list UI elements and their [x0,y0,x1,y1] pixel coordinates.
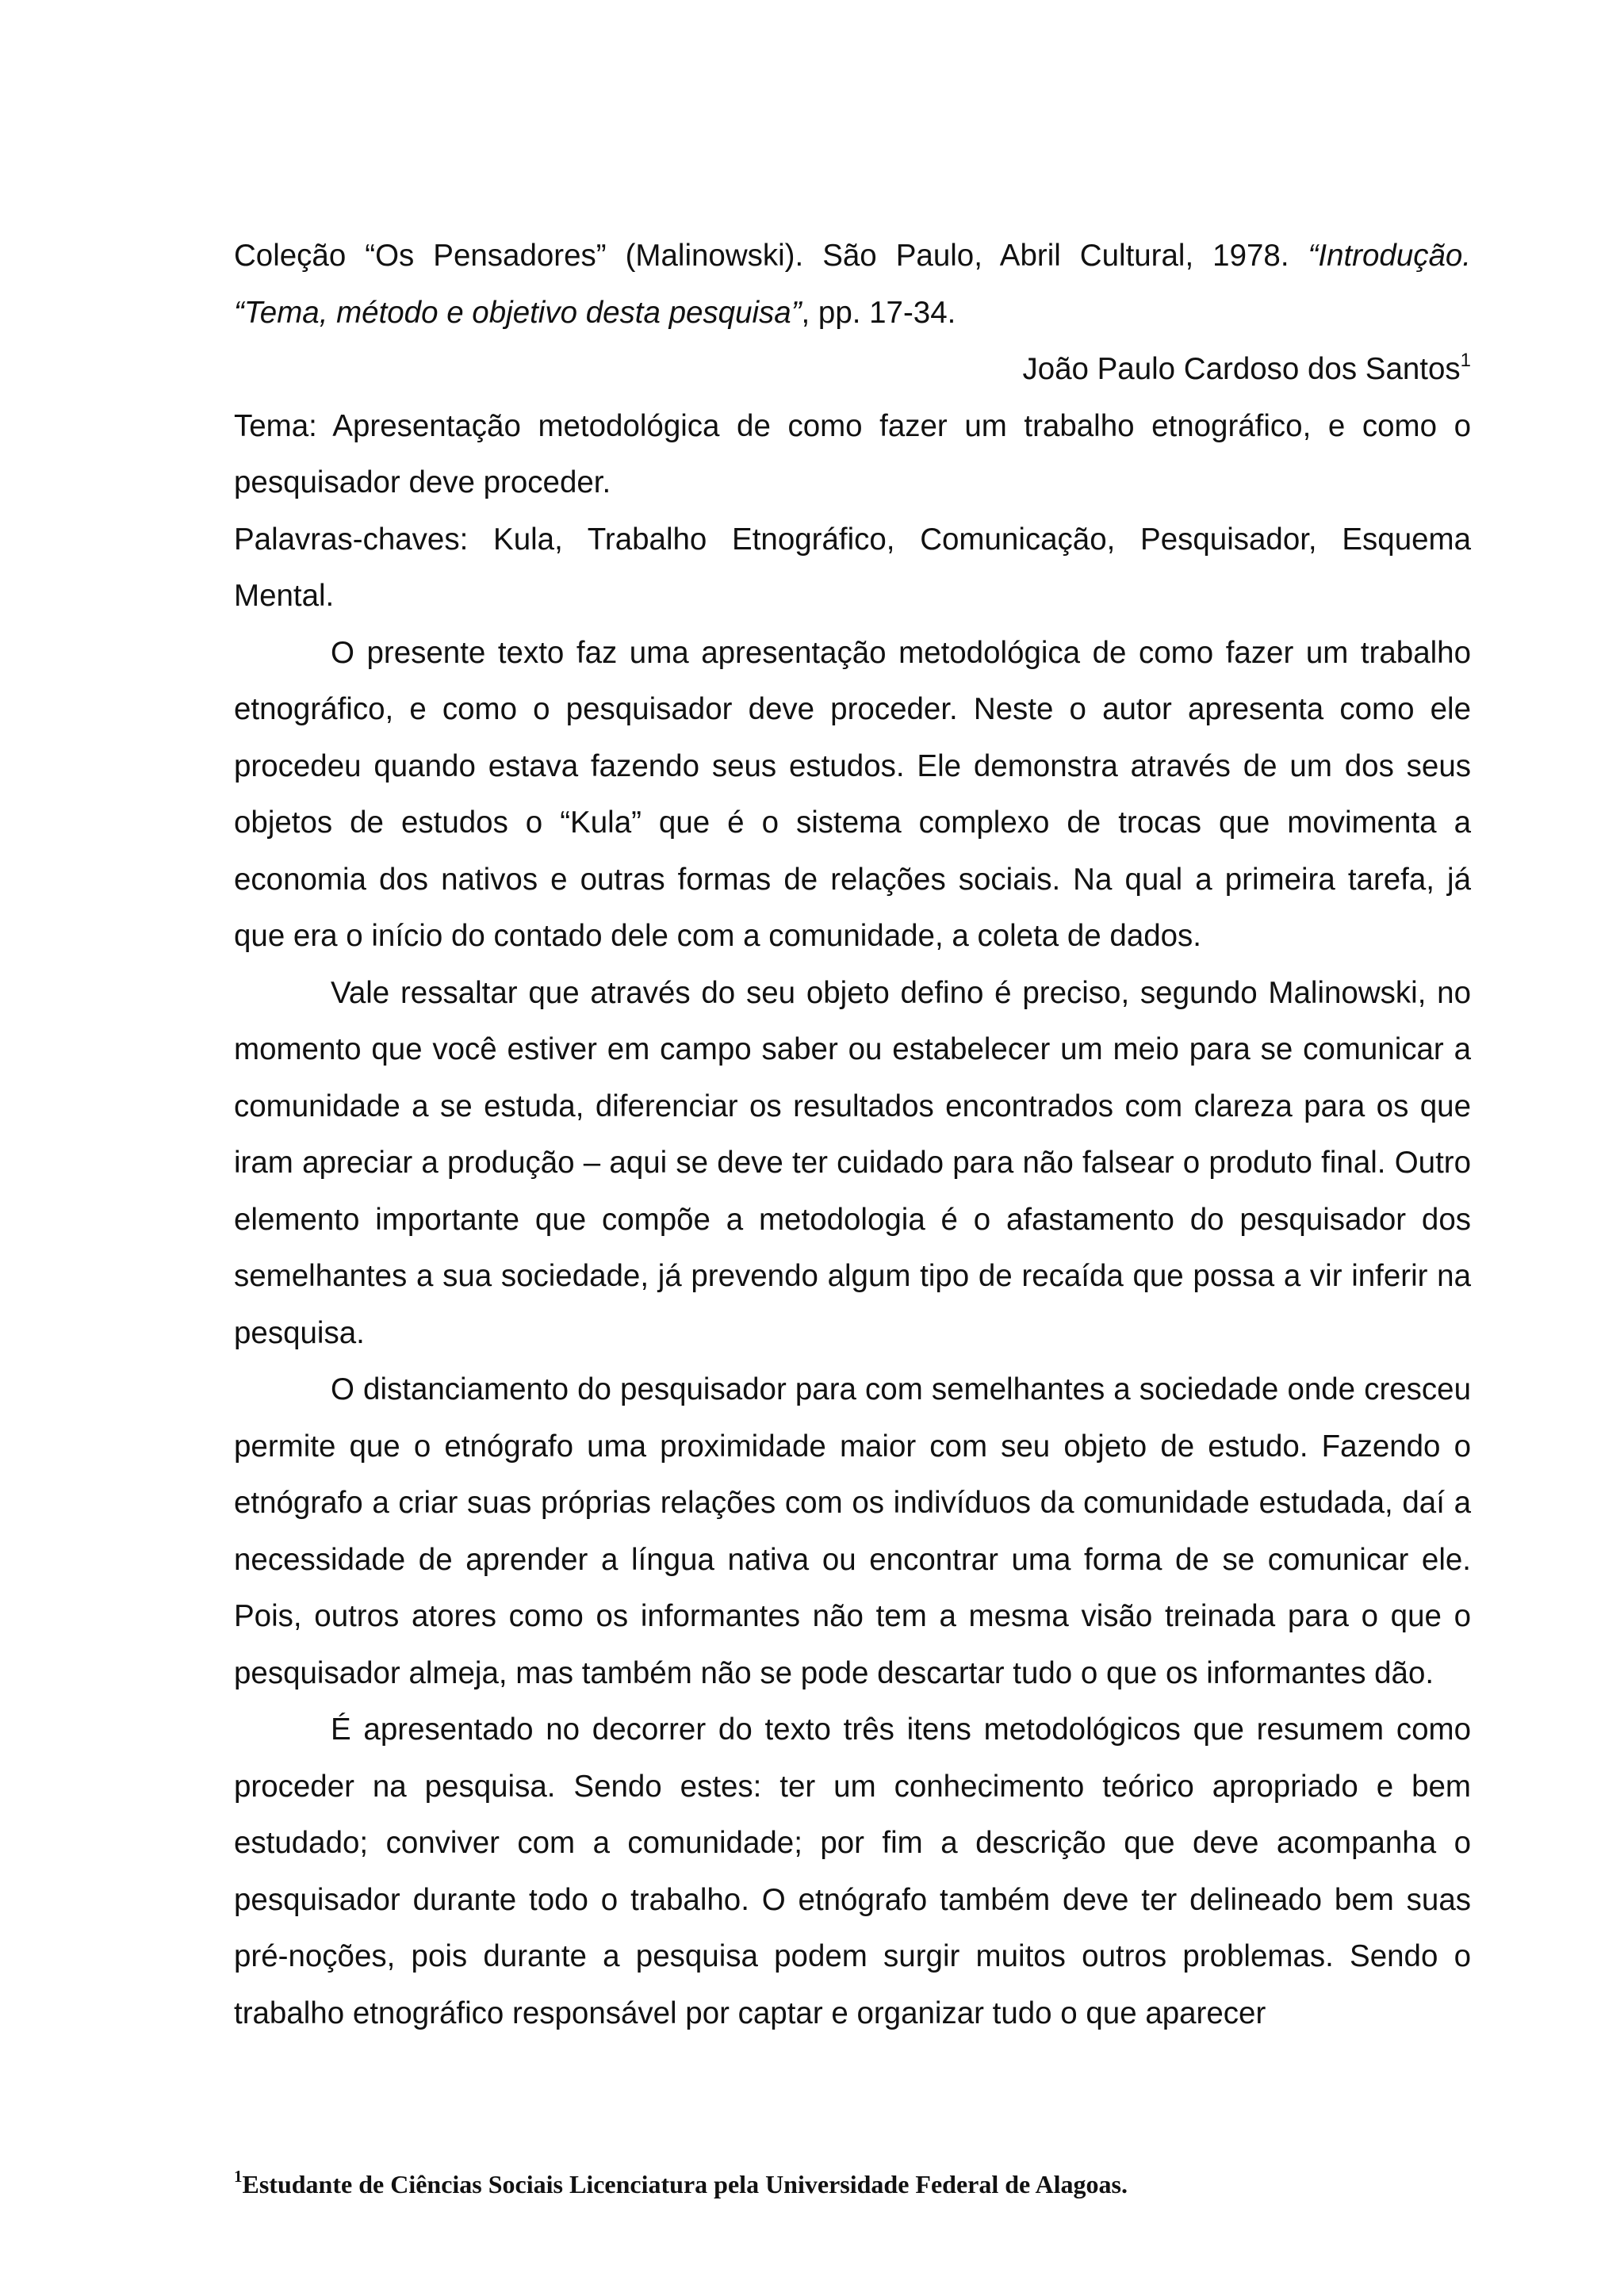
paragraph-3: O distanciamento do pesquisador para com semelhantes a sociedade onde cresceu permite que o etnógrafo uma proximidade maior com seu objeto de estudo. Fazendo o etnógrafo a criar suas próprias relações com os indivíduos da comunidade estudada, daí a necessidade de aprender a língua nativa ou encontrar uma forma de se comunicar ele. Pois, outros atores como os informantes não tem a mesma visão treinada para o que o pesquisador almeja, mas também não se pode descartar tudo o que os informantes dão. [234,1372,1471,1690]
reference-citation [234,228,1471,341]
footnote [234,2168,1471,2200]
author-line [234,341,1471,398]
document-body [234,228,1471,2042]
paragraph-4: É apresentado no decorrer do texto três itens metodológicos que resumem como proceder na pesquisa. Sendo estes: ter um conhecimento teórico apropriado e bem estudado; conviver com a comunidade; por fim a descrição que deve acompanha o pesquisador durante todo o trabalho. O etnógrafo também deve ter delineado bem suas pré-noções, pois durante a pesquisa podem surgir muitos outros problemas. Sendo o trabalho etnográfico responsável por captar e organizar tudo o que aparecer [234,1712,1471,2030]
author-footnote-mark: 1 [1460,350,1471,371]
reference-italic-title: “Introdução. “Tema, método e objetivo desta pesquisa” [234,239,1471,330]
paragraph-2: Vale ressaltar que através do seu objeto defino é preciso, segundo Malinowski, no momento que você estiver em campo saber ou estabelecer um meio para se comunicar a comunidade a se estuda, diferenciar os resultados encontrados com clareza para os que iram apreciar a produção – aqui se deve ter cuidado para não falsear o produto final. Outro elemento importante que compõe a metodologia é o afastamento do pesquisador dos semelhantes a sua sociedade, já prevendo algum tipo de recaída que possa a vir inferir na pesquisa. [234,975,1471,1350]
reference-text: Coleção “Os Pensadores” (Malinowski). São Paulo, Abril Cultural, 1978. [234,239,1308,273]
theme-line: Tema: Apresentação metodológica de como fazer um trabalho etnográfico, e como o pesquisador deve proceder. [234,408,1471,499]
paragraph-1: O presente texto faz uma apresentação metodológica de como fazer um trabalho etnográfico, e como o pesquisador deve proceder. Neste o autor apresenta como ele procedeu quando estava fazendo seus estudos. Ele demonstra através de um dos seus objetos de estudos o “Kula” que é o sistema complexo de trocas que movimenta a economia dos nativos e outras formas de relações sociais. Na qual a primeira tarefa, já que era o início do contado dele com a comunidade, a coleta de dados. [234,635,1471,953]
author-name: João Paulo Cardoso dos Santos [1022,352,1461,386]
reference-pages: , pp. 17-34. [801,295,956,330]
footnote-mark: 1 [234,2167,243,2186]
keywords-line: Palavras-chaves: Kula, Trabalho Etnográfico, Comunicação, Pesquisador, Esquema Mental. [234,522,1471,613]
footnote-text: Estudante de Ciências Sociais Licenciatura pela Universidade Federal de Alagoas. [242,2170,1128,2198]
